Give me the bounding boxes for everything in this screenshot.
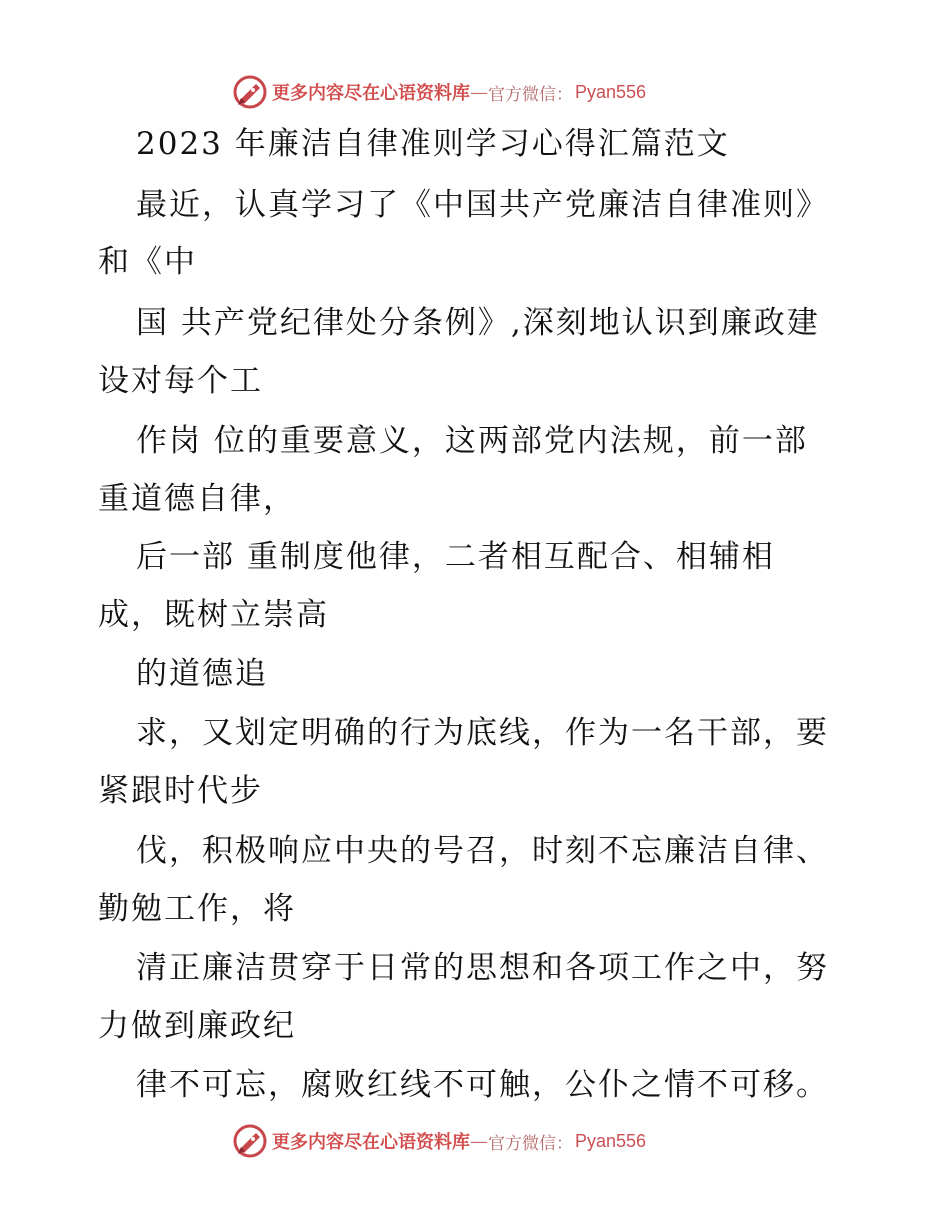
banner-brand-text: 更多内容尽在心语资料库	[272, 83, 470, 104]
banner-wechat-id: Pyan556	[575, 81, 647, 102]
banner-wechat-id: Pyan556	[575, 1130, 647, 1151]
footer-banner	[232, 1121, 646, 1161]
banner-brand-text: 更多内容尽在心语资料库	[272, 1132, 470, 1153]
paragraph-line: 律不可忘，腐败红线不可触，公仆之情不可移。	[136, 1067, 829, 1103]
paragraph-line: 的道德追	[136, 656, 268, 692]
paragraph-line: 勤勉工作，将	[98, 891, 296, 927]
paragraph-line: 清正廉洁贯穿于日常的思想和各项工作之中，努	[136, 950, 829, 986]
paragraph-line: 和《中	[98, 244, 197, 280]
document-title: 2023 年廉洁自律准则学习心得汇篇范文	[136, 126, 730, 162]
paragraph-line: 成，既树立崇高	[98, 597, 329, 633]
paragraph-line: 重道德自律，	[98, 481, 296, 517]
pen-logo-icon	[232, 1123, 268, 1159]
banner-official-label: 官方微信：	[488, 1133, 573, 1154]
banner-dash: —	[470, 81, 488, 103]
paragraph-line: 伐，积极响应中央的号召，时刻不忘廉洁自律、	[136, 833, 829, 869]
paragraph-line: 设对每个工	[98, 363, 263, 399]
header-banner	[232, 72, 646, 112]
paragraph-line: 力做到廉政纪	[98, 1008, 296, 1044]
paragraph-line: 最近，认真学习了《中国共产党廉洁自律准则》	[136, 187, 829, 223]
paragraph-line: 后一部 重制度他律，二者相互配合、相辅相	[136, 539, 775, 575]
pen-logo-icon	[232, 74, 268, 110]
paragraph-line: 紧跟时代步	[98, 773, 263, 809]
paragraph-line: 求，又划定明确的行为底线，作为一名干部，要	[136, 715, 829, 751]
paragraph-line: 作岗 位的重要意义，这两部党内法规，前一部	[136, 423, 808, 459]
banner-official-label: 官方微信：	[488, 84, 573, 105]
banner-dash: —	[470, 1130, 488, 1152]
paragraph-line: 国 共产党纪律处分条例》,深刻地认识到廉政建	[136, 305, 820, 341]
